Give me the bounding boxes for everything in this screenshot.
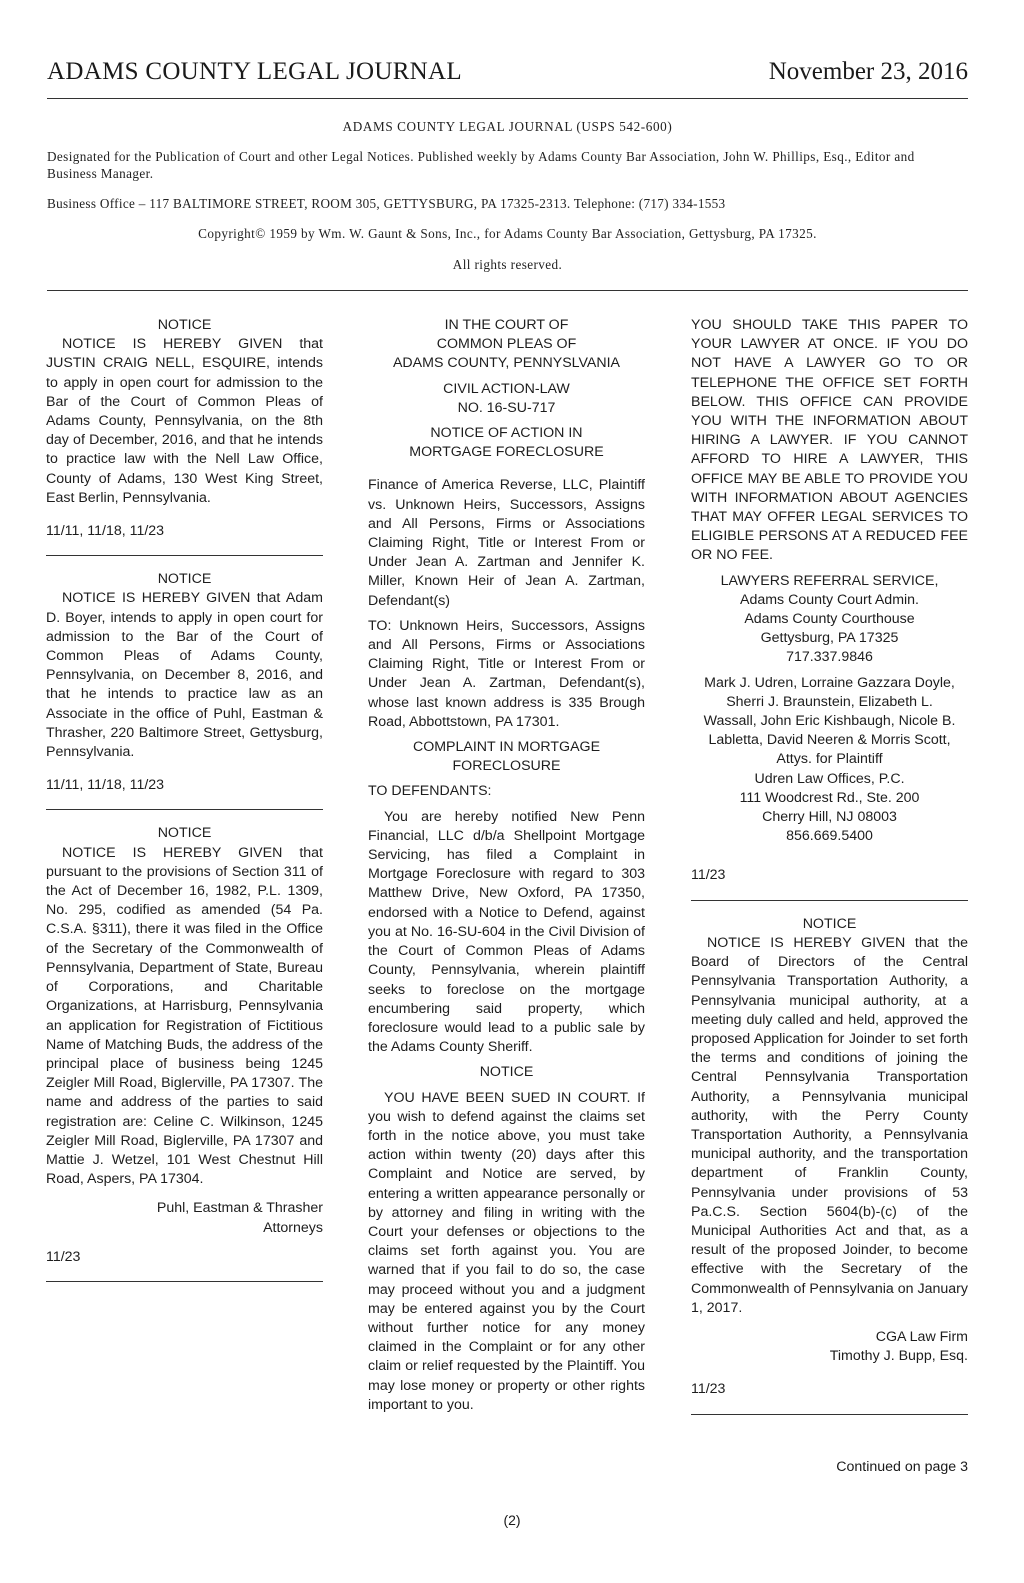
signature-firm: CGA Law Firm: [875, 1328, 968, 1345]
attorney-line: Udren Law Offices, P.C.: [754, 770, 905, 787]
masthead-copyright: Copyright© 1959 by Wm. W. Gaunt & Sons, Inc., for Adams County Bar Association, Gettysburg, PA 17325.: [198, 226, 817, 241]
signature-attorney: Timothy J. Bupp, Esq.: [829, 1348, 968, 1365]
page-number: (2): [503, 1512, 521, 1528]
column-right: [691, 316, 968, 1429]
continued-note: Continued on page 3: [836, 1459, 968, 1475]
column-left: [46, 316, 323, 1296]
notice-heading: NOTICE: [157, 825, 212, 842]
divider: [691, 900, 968, 901]
notice-dates: 11/11, 11/18, 11/23: [46, 777, 165, 794]
column-middle: [368, 316, 645, 1415]
notice-heading: NOTICE: [157, 571, 212, 588]
sued-body: YOU HAVE BEEN SUED IN COURT. If you wish to defend against the claims set forth in the notice above, you must take action within twenty (20) days after this Complaint and Notice are served, by entering a written appearance personally or by attorney and filing in writing with the Court your defenses or objections to the claims set forth against you. You are warned that if you fail to do so, the case may proceed without you and a judgment may be entered against you by the Court without further notice for any money claimed in the Complaint or for any other claim or relief requested by the Plaintiff. You may lose money or property or other rights important to you.: [368, 1089, 645, 1413]
notice-dates: 11/23: [46, 1248, 81, 1265]
attorney-line: Attys. for Plaintiff: [776, 751, 883, 768]
attorney-line: 111 Woodcrest Rd., Ste. 200: [739, 789, 920, 806]
journal-title: ADAMS COUNTY LEGAL JOURNAL: [47, 58, 462, 85]
case-number: NO. 16-SU-717: [457, 399, 556, 416]
case-type: CIVIL ACTION-LAW: [443, 380, 570, 397]
attorney-line: Sherri J. Braunstein, Elizabeth L.: [726, 693, 933, 710]
referral-line: LAWYERS REFERRAL SERVICE,: [720, 572, 939, 589]
notice-body: NOTICE IS HEREBY GIVEN that pursuant to the provisions of Section 311 of the Act of December 16, 1982, P.L. 1309, No. 295, codified as amended (54 Pa. C.S.A. §311), there it was filed in the Office of the Secretary of the Commonwealth of Pennsylvania, Department of State, Bureau of Corporations, and Charitable Organizations, at Harrisburg, Pennsylvania an application for Registration of Fictitious Name of Matching Buds, the address of the principal place of business being 1245 Zeigler Mill Road, Biglerville, PA 17307. The name and address of the parties to said registration are: Celine C. Wilkinson, 1245 Zeigler Mill Road, Biglerville, PA 17307 and Mattie J. Wetzel, 101 West Chestnut Hill Road, Aspers, PA 17304.: [46, 844, 323, 1188]
masthead-rights: All rights reserved.: [452, 257, 563, 272]
notice-dates: 11/23: [691, 867, 726, 884]
divider: [46, 555, 323, 556]
court-line: ADAMS COUNTY, PENNYSLVANIA: [392, 355, 621, 372]
notice-body: NOTICE IS HEREBY GIVEN that the Board of Directors of the Central Pennsylvania Transportation Authority, a Pennsylvania municipal authority, at a meeting duly called and held, approved the proposed Application for Joinder to set forth the terms and conditions of joining the Central Pennsylvania Transportation Authority, a Pennsylvania municipal authority, with the Perry County Transportation Authority, a Pennsylvania municipal authority, and the transportation department of Franklin County, Pennsylvania under provisions of 53 Pa.C.S. Section 5604(b)-(c) of the Municipal Authorities Act and that, as a result of the proposed Joinder, to become effective with the Secretary of the Commonwealth of Pennsylvania on January 1, 2017.: [691, 934, 968, 1316]
court-line: IN THE COURT OF: [444, 317, 569, 333]
to-defendants: TO DEFENDANTS:: [368, 783, 492, 800]
notified-body: You are hereby notified New Penn Financial, LLC d/b/a Shellpoint Mortgage Servicing, has filed a Complaint in Mortgage Foreclosure with regard to 303 Matthew Drive, New Oxford, PA 17350, endorsed with a Notice to Defend, against you at No. 16-SU-604 in the Civil Division of the Court of Common Pleas of Adams County, Pennsylvania, wherein plaintiff seeks to foreclose on the mortgage encumbering said property, which foreclosure would lead to a public sale by the Adams County Sheriff.: [368, 808, 645, 1056]
attorney-line: Wassall, John Eric Kishbaugh, Nicole B.: [703, 713, 956, 730]
masthead-designation: Designated for the Publication of Court and other Legal Notices. Published weekly by Adams County Bar Association, John W. Phillips, Esq., Editor and Business Manager.: [47, 149, 915, 181]
referral-line: 717.337.9846: [786, 649, 873, 666]
case-parties: Finance of America Reverse, LLC, Plaintiff vs. Unknown Heirs, Successors, Assigns and All Persons, Firms or Associations Claiming Right, Title or Interest From or Under Jean A. Zartman and Jennifer K. Miller, Known Heir of Jean A. Zartman, Defendant(s): [368, 477, 645, 609]
divider: [691, 1414, 968, 1415]
notice-dates: 11/23: [691, 1381, 726, 1398]
attorneys-block: [691, 674, 968, 847]
complaint-title: COMPLAINT IN MORTGAGE: [412, 739, 601, 756]
notice-dates: 11/11, 11/18, 11/23: [46, 523, 165, 540]
signature-firm: Puhl, Eastman & Thrasher: [156, 1200, 323, 1217]
divider: [46, 809, 323, 810]
action-title: MORTGAGE FORECLOSURE: [409, 444, 604, 461]
notice-heading: NOTICE: [157, 317, 212, 333]
divider: [46, 1281, 323, 1282]
masthead-title: ADAMS COUNTY LEGAL JOURNAL (USPS 542-600): [342, 119, 673, 134]
attorney-line: 856.669.5400: [786, 828, 873, 845]
court-line: COMMON PLEAS OF: [436, 336, 577, 353]
notice-body: NOTICE IS HEREBY GIVEN that JUSTIN CRAIG NELL, ESQUIRE, intends to apply in open court for admission to the Bar of the Court of Common Pleas of Adams County, Pennsylvania, on the 8th day of December, 2016, and that he intends to practice law with the Nell Law Office, County of Adams, 130 West King Street, East Berlin, Pennsylvania.: [46, 336, 323, 506]
issue-date: November 23, 2016: [768, 58, 968, 85]
referral-block: [691, 572, 968, 668]
page-header: [47, 52, 968, 99]
complaint-title: FORECLOSURE: [452, 758, 561, 775]
attorney-line: Cherry Hill, NJ 08003: [762, 809, 897, 826]
attorney-line: Labletta, David Neeren & Morris Scott,: [708, 732, 951, 749]
masthead: [47, 114, 968, 291]
referral-line: Adams County Courthouse: [744, 611, 915, 628]
referral-line: Gettysburg, PA 17325: [760, 630, 899, 647]
lawyer-text: YOU SHOULD TAKE THIS PAPER TO YOUR LAWYER AT ONCE. IF YOU DO NOT HAVE A LAWYER GO TO OR TELEPHONE THE OFFICE SET FORTH BELOW. THIS OFFICE CAN PROVIDE YOU WITH THE INFORMATION ABOUT HIRING A LAWYER. IF YOU CANNOT AFFORD TO HIRE A LAWYER, THIS OFFICE MAY BE ABLE TO PROVIDE YOU WITH INFORMATION ABOUT AGENCIES THAT MAY OFFER LEGAL SERVICES TO ELIGIBLE PERSONS AT A REDUCED FEE OR NO FEE.: [691, 317, 968, 564]
notice-heading: NOTICE: [479, 1064, 534, 1081]
notice-heading: NOTICE: [802, 915, 857, 932]
action-title: NOTICE OF ACTION IN: [430, 425, 583, 442]
case-to: TO: Unknown Heirs, Successors, Assigns and All Persons, Firms or Associations Claiming Right, Title or Interest From or Under Jean A. Zartman, Defendant(s), whose last known address is 335 Brough Road, Abbottstown, PA 17301.: [368, 617, 645, 730]
attorney-line: Mark J. Udren, Lorraine Gazzara Doyle,: [704, 674, 955, 691]
masthead-business-office: Business Office – 117 BALTIMORE STREET, ROOM 305, GETTYSBURG, PA 17325-2313. Telephone: (717) 334-1553: [47, 196, 726, 211]
referral-line: Adams County Court Admin.: [740, 591, 919, 608]
signature-role: Attorneys: [263, 1219, 323, 1236]
notice-body: NOTICE IS HEREBY GIVEN that Adam D. Boyer, intends to apply in open court for admission to the Bar of the Court of Common Pleas of Adams County, Pennsylvania, on December 8, 2016, and that he intends to practice law as an Associate in the office of Puhl, Eastman & Thrasher, 220 Baltimore Street, Gettysburg, Pennsylvania.: [46, 590, 323, 761]
